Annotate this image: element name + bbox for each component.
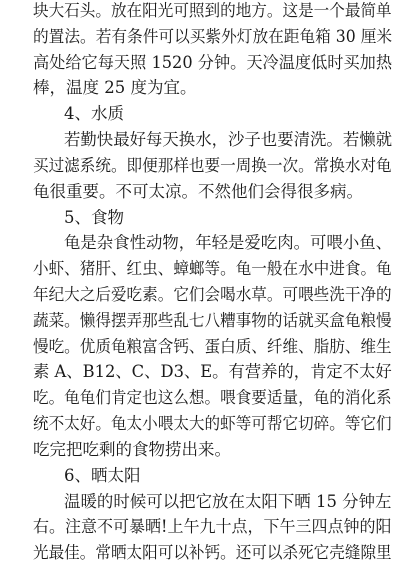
paragraph-line: 年纪大之后爱吃素。它们会喝水草。可喂些洗干净的	[33, 285, 392, 304]
section-heading-water-quality: 4、水质	[64, 104, 124, 123]
paragraph-line: 龟很重要。不可太凉。不然他们会得很多病。	[33, 182, 363, 201]
paragraph-line: 右。注意不可暴晒!上午九十点，下午三四点钟的阳	[33, 517, 392, 536]
paragraph-line: 吃。龟龟们肯定也这么想。喂食要适量，龟的消化系	[33, 388, 392, 407]
paragraph-line: 素 A、B12、C、D3、E。有营养的，肯定不太好	[33, 362, 392, 381]
paragraph-line: 的置法。若有条件可以买紫外灯放在距龟箱 30 厘米	[33, 27, 393, 46]
paragraph-line: 高处给它每天照 1520 分钟。天冷温度低时买加热	[33, 53, 393, 72]
paragraph-line: 龟是杂食性动物，年轻是爱吃肉。可喂小鱼、	[64, 233, 393, 252]
section-heading-sunbathing: 6、晒太阳	[64, 466, 141, 485]
paragraph-line: 块大石头。放在阳光可照到的地方。这是一个最简单	[33, 1, 392, 20]
paragraph-line: 吃完把吃剩的食物捞出来。	[33, 440, 231, 459]
paragraph-line: 光最佳。常晒太阳可以补钙。还可以杀死它壳缝隙里	[33, 543, 392, 562]
paragraph-line: 若勤快最好每天换水，沙子也要清洗。若懒就	[64, 130, 393, 149]
paragraph-line: 蔬菜。懒得摆弄那些乱七八糟事物的话就买盒龟粮慢	[33, 311, 392, 330]
paragraph-line: 温暖的时候可以把它放在太阳下晒 15 分钟左	[64, 492, 392, 511]
section-heading-food: 5、食物	[64, 208, 124, 227]
paragraph-line: 统不太好。龟太小喂太大的虾等可帮它切碎。等它们	[33, 414, 392, 433]
paragraph-line: 买过滤系统。即便那样也要一周换一次。常换水对龟	[33, 156, 392, 175]
paragraph-line: 小虾、猪肝、红虫、蟑螂等。龟一般在水中进食。龟	[33, 259, 392, 278]
paragraph-line: 慢吃。优质龟粮富含钙、蛋白质、纤维、脂肪、维生	[33, 337, 392, 356]
paragraph-line: 棒，温度 25 度为宜。	[33, 78, 197, 97]
